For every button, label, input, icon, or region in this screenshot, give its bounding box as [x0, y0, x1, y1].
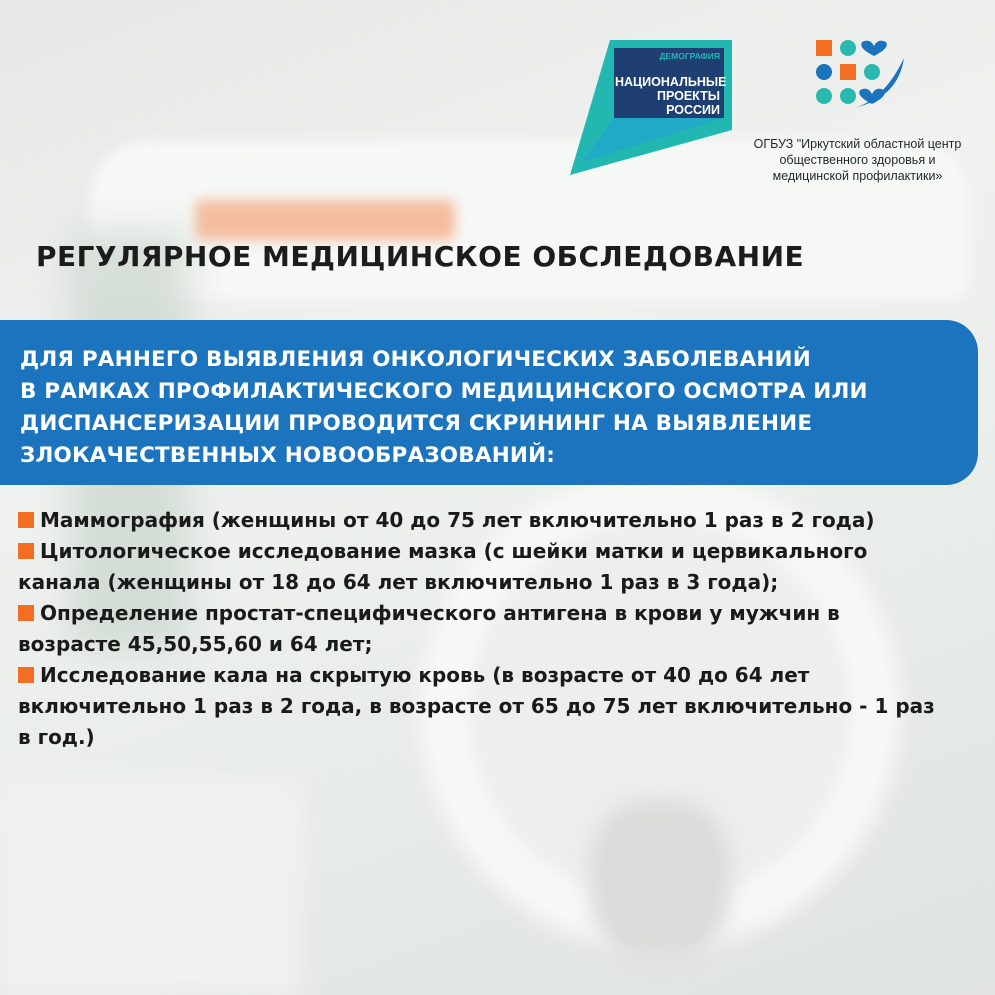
list-item [18, 598, 988, 660]
page-title: РЕГУЛЯРНОЕ МЕДИЦИНСКОЕ ОБСЛЕДОВАНИЕ [36, 240, 805, 273]
ogbuz-name-line: ОГБУЗ "Иркутский областной центр [753, 137, 962, 151]
intro-line: В РАМКАХ ПРОФИЛАКТИЧЕСКОГО МЕДИЦИНСКОГО ОСМОТРА ИЛИ [20, 379, 868, 404]
np-logo-text [615, 75, 727, 117]
np-logo-line: ПРОЕКТЫ [656, 89, 720, 103]
list-item-text: в год.) [18, 725, 95, 749]
ogbuz-logo [814, 38, 906, 110]
intro-line: ДЛЯ РАННЕГО ВЫЯВЛЕНИЯ ОНКОЛОГИЧЕСКИХ ЗАБОЛЕВАНИЙ [20, 347, 811, 372]
list-item-text: Цитологическое исследование мазка (с шейки матки и цервикального [40, 539, 868, 563]
intro-box [0, 320, 978, 485]
list-item-text: Маммография (женщины от 40 до 75 лет включительно 1 раз в 2 года) [40, 508, 875, 532]
ogbuz-name [735, 136, 980, 184]
square-bullet-icon [18, 667, 34, 683]
list-item [18, 536, 988, 598]
ogbuz-name-line: общественного здоровья и [779, 153, 936, 167]
np-logo-tag: ДЕМОГРАФИЯ [659, 51, 720, 61]
list-item [18, 505, 988, 536]
list-item [18, 660, 988, 753]
square-bullet-icon [18, 605, 34, 621]
square-bullet-icon [18, 543, 34, 559]
list-item-text: канала (женщины от 18 до 64 лет включительно 1 раз в 3 года); [18, 570, 779, 594]
intro-line: ДИСПАНСЕРИЗАЦИИ ПРОВОДИТСЯ СКРИНИНГ НА ВЫЯВЛЕНИЕ [20, 411, 813, 436]
np-logo-line: РОССИИ [666, 103, 720, 117]
list-item-text: включительно 1 раз в 2 года, в возрасте от 65 до 75 лет включительно - 1 раз [18, 694, 935, 718]
np-logo-line: НАЦИОНАЛЬНЫЕ [615, 75, 727, 89]
list-item-text: Определение простат-специфического антигена в крови у мужчин в [40, 601, 840, 625]
list-item-text: возрасте 45,50,55,60 и 64 лет; [18, 632, 373, 656]
ogbuz-name-line: медицинской профилактики» [772, 169, 943, 183]
list-item-text: Исследование кала на скрытую кровь (в возрасте от 40 до 64 лет [40, 663, 810, 687]
screening-list [18, 505, 988, 753]
intro-line: ЗЛОКАЧЕСТВЕННЫХ НОВООБРАЗОВАНИЙ: [20, 443, 556, 468]
square-bullet-icon [18, 512, 34, 528]
